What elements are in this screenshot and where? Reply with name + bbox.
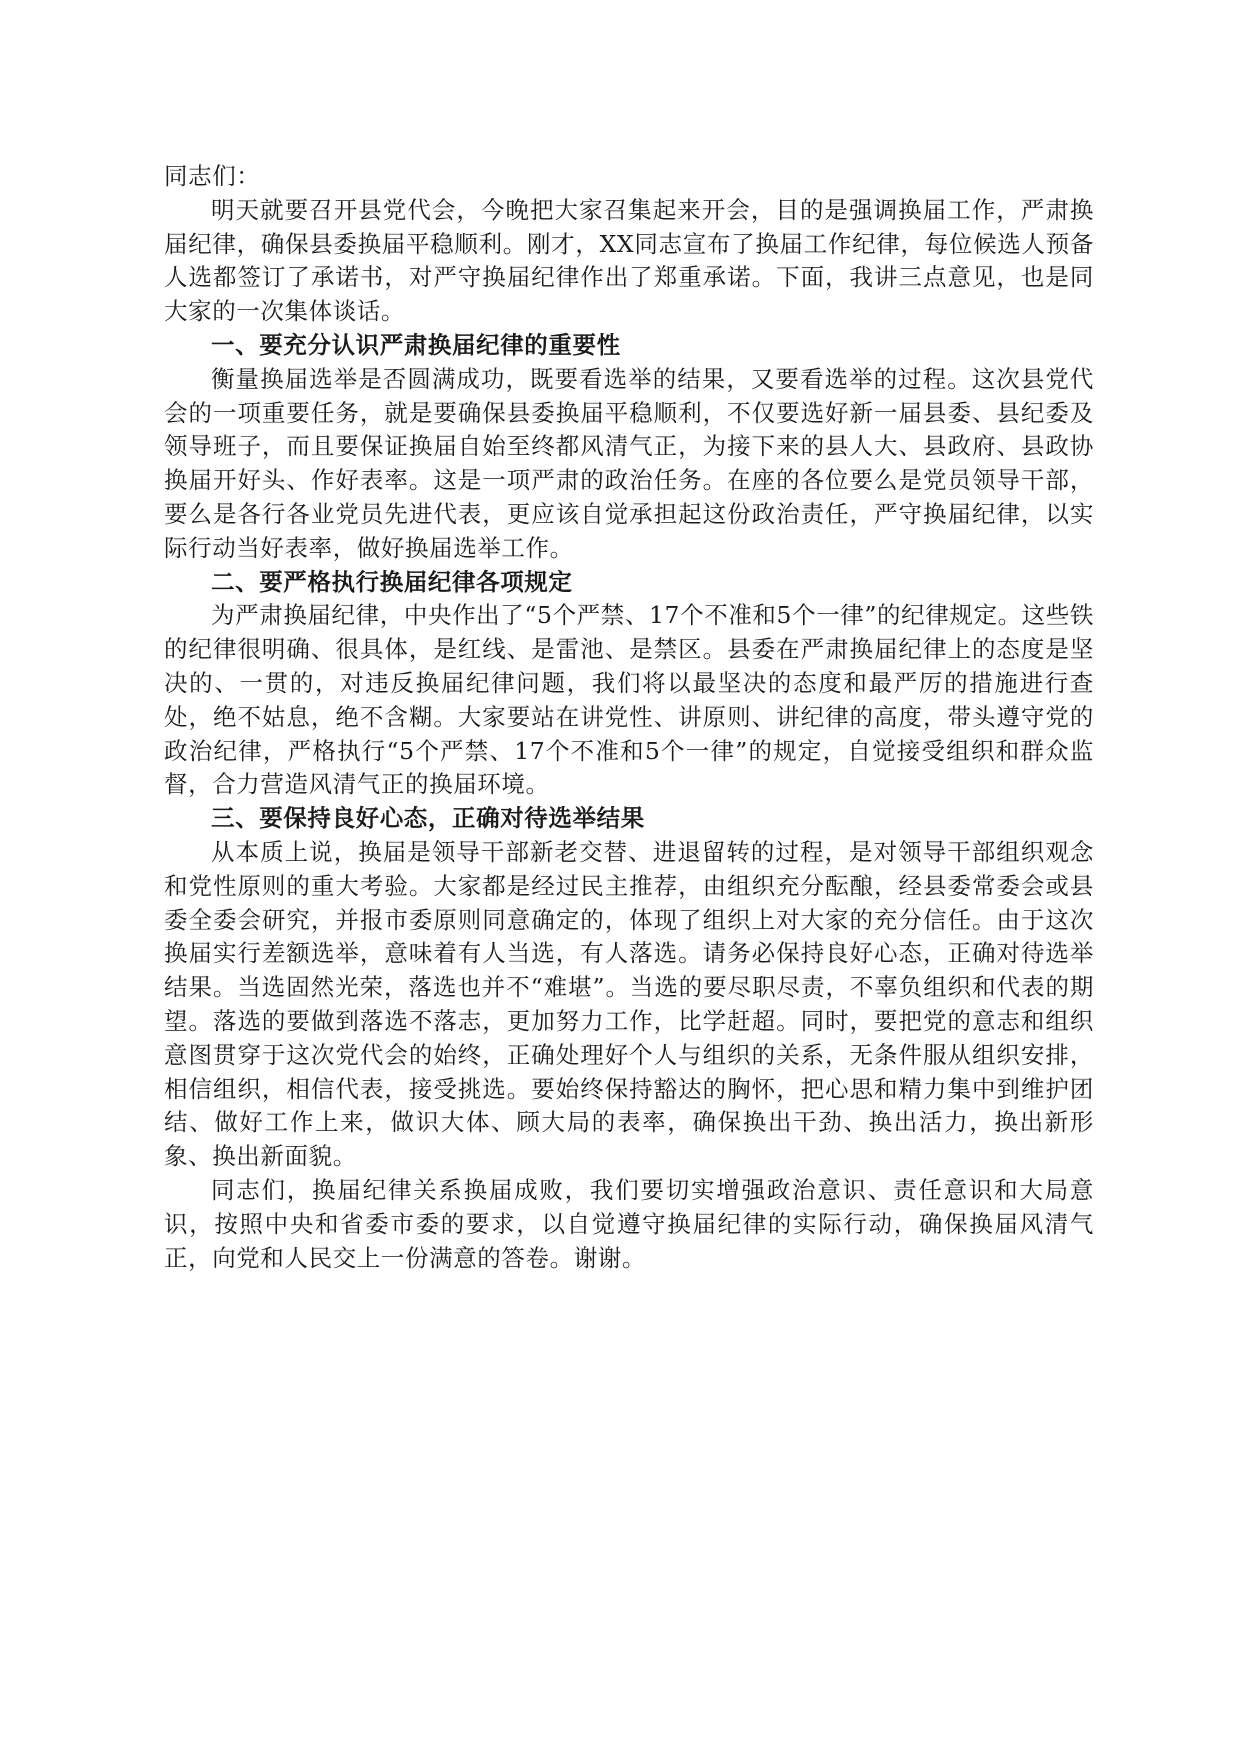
section-body-2: 为严肃换届纪律，中央作出了“5个严禁、17个不准和5个一律”的纪律规定。这些铁的纪律很明确、很具体，是红线、是雷池、是禁区。县委在严肃换届纪律上的态度是坚决的、一贯的，对违反换届纪律问题，我们将以最坚决的态度和最严厉的措施进行查处，绝不姑息，绝不含糊。大家要站在讲党性、讲原则、讲纪律的高度，带头遵守党的政治纪律，严格执行“5个严禁、17个不准和5个一律”的规定，自觉接受组织和群众监督，合力营造风清气正的换届环境。 [164, 601, 1094, 799]
section-heading-3: 三、要保持良好心态，正确对待选举结果 [211, 804, 645, 833]
document-page [164, 160, 1094, 1275]
intro-paragraph: 明天就要召开县党代会，今晚把大家召集起来开会，目的是强调换届工作，严肃换届纪律，确保县委换届平稳顺利。刚才，XX同志宣布了换届工作纪律，每位候选人预备人选都签订了承诺书，对严守换届纪律作出了郑重承诺。下面，我讲三点意见，也是同大家的一次集体谈话。 [164, 195, 1094, 326]
section-body-3: 从本质上说，换届是领导干部新老交替、进退留转的过程，是对领导干部组织观念和党性原则的重大考验。大家都是经过民主推荐，由组织充分酝酿，经县委常委会或县委全委会研究，并报市委原则同意确定的，体现了组织上对大家的充分信任。由于这次换届实行差额选举，意味着有人当选，有人落选。请务必保持良好心态，正确对待选举结果。当选固然光荣，落选也并不“难堪”。当选的要尽职尽责，不辜负组织和代表的期望。落选的要做到落选不落志，更加努力工作，比学赶超。同时，要把党的意志和组织意图贯穿于这次党代会的始终，正确处理好个人与组织的关系，无条件服从组织安排，相信组织，相信代表，接受挑选。要始终保持豁达的胸怀，把心思和精力集中到维护团结、做好工作上来，做识大体、顾大局的表率，确保换出干劲、换出活力，换出新形象、换出新面貌。 [164, 837, 1094, 1171]
salutation: 同志们： [164, 162, 261, 190]
section-heading-1: 一、要充分认识严肃换届纪律的重要性 [211, 330, 621, 359]
section-heading-2: 二、要严格执行换届纪律各项规定 [211, 567, 573, 596]
closing-paragraph: 同志们，换届纪律关系换届成败，我们要切实增强政治意识、责任意识和大局意识，按照中央和省委市委的要求，以自觉遵守换届纪律的实际行动，确保换届风清气正，向党和人民交上一份满意的答卷。谢谢。 [164, 1175, 1094, 1272]
section-body-1: 衡量换届选举是否圆满成功，既要看选举的结果，又要看选举的过程。这次县党代会的一项重要任务，就是要确保县委换届平稳顺利，不仅要选好新一届县委、县纪委及领导班子，而且要保证换届自始至终都风清气正，为接下来的县人大、县政府、县政协换届开好头、作好表率。这是一项严肃的政治任务。在座的各位要么是党员领导干部，要么是各行各业党员先进代表，更应该自觉承担起这份政治责任，严守换届纪律，以实际行动当好表率，做好换届选举工作。 [164, 364, 1094, 562]
